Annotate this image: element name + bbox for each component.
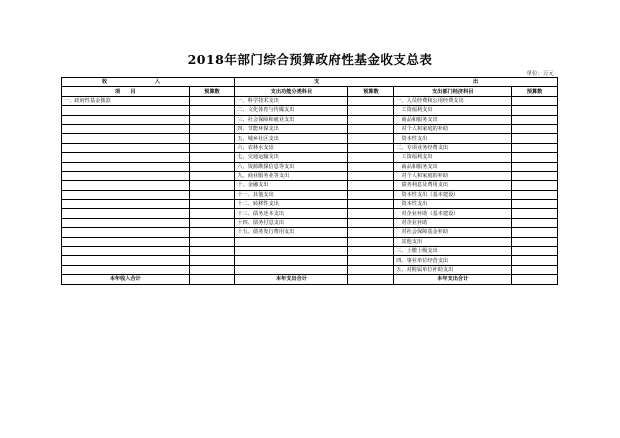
econ-subject-cell: 其他支出 [394,237,512,246]
econ-subject-cell: 资本性支出 [394,134,512,143]
func-amount-cell [348,106,394,115]
table-row [62,96,558,105]
econ-amount-cell [512,143,558,152]
func-amount-cell [348,228,394,237]
table-row [62,218,558,227]
table-row [62,190,558,199]
table-row [62,106,558,115]
econ-amount-cell [512,124,558,133]
func-subject-cell: 三、社会保障和就业支出 [235,115,348,124]
func-amount-cell [348,265,394,274]
page-title: 2018年部门综合预算政府性基金收支总表 [187,52,433,67]
income-item-cell [62,256,190,265]
income-amount-cell [189,124,235,133]
func-subject-cell: 十一、其他支出 [235,190,348,199]
income-amount-cell [189,181,235,190]
total-income-amount [189,275,235,284]
income-item-cell [62,115,190,124]
income-amount-cell [189,228,235,237]
table-row [62,228,558,237]
income-amount-cell [189,162,235,171]
func-amount-cell [348,162,394,171]
total-econ-amount [512,275,558,284]
func-amount-cell [348,124,394,133]
income-item-cell [62,134,190,143]
total-func-amount [348,275,394,284]
table-row [62,124,558,133]
income-amount-cell [189,190,235,199]
header-item: 项 目 [62,87,190,96]
income-amount-cell [189,256,235,265]
table-row [62,162,558,171]
income-amount-cell [189,115,235,124]
income-item-cell [62,106,190,115]
func-amount-cell [348,134,394,143]
econ-subject-cell: 对企业补助 [394,218,512,227]
econ-subject-cell: 资本性支出 [394,200,512,209]
econ-subject-cell: 二、专项业务经费支出 [394,143,512,152]
income-amount-cell [189,153,235,162]
econ-amount-cell [512,247,558,256]
func-subject-cell: 九、商业服务业等支出 [235,171,348,180]
econ-amount-cell [512,256,558,265]
income-item-cell [62,171,190,180]
income-amount-cell [189,143,235,152]
table-row [62,115,558,124]
income-item-cell [62,218,190,227]
econ-amount-cell [512,218,558,227]
func-amount-cell [348,218,394,227]
header-amount-func: 预算数 [348,87,394,96]
econ-amount-cell [512,171,558,180]
income-amount-cell [189,209,235,218]
table-row [62,143,558,152]
func-subject-cell [235,247,348,256]
econ-amount-cell [512,115,558,124]
table-row [62,256,558,265]
func-subject-cell [235,237,348,246]
total-econ-label: 本年支出合计 [394,275,512,284]
header-amount-income: 预算数 [189,87,235,96]
table-row [62,134,558,143]
table-row [62,153,558,162]
expense-group-char-1: 支 [314,79,320,86]
func-amount-cell [348,209,394,218]
func-subject-cell: 十二、转移性支出 [235,200,348,209]
table-row [62,237,558,246]
econ-amount-cell [512,265,558,274]
func-subject-cell: 八、资源勘探信息等支出 [235,162,348,171]
func-subject-cell [235,265,348,274]
econ-subject-cell: 四、事业单位经营支出 [394,256,512,265]
func-amount-cell [348,190,394,199]
func-subject-cell: 一、科学技术支出 [235,96,348,105]
econ-subject-cell: 工资福利支出 [394,153,512,162]
func-subject-cell: 十三、债务还本支出 [235,209,348,218]
func-amount-cell [348,96,394,105]
func-amount-cell [348,247,394,256]
econ-amount-cell [512,190,558,199]
econ-amount-cell [512,237,558,246]
group-header-row [62,78,558,87]
econ-subject-cell: 对个人和家庭的补助 [394,124,512,133]
unit-label: 单位：万元 [526,71,554,77]
func-amount-cell [348,237,394,246]
header-amount-econ: 预算数 [512,87,558,96]
header-econ-subject: 支出部门经济科目 [394,87,512,96]
totals-row [62,275,558,284]
income-amount-cell [189,218,235,227]
econ-subject-cell: 商品和服务支出 [394,162,512,171]
func-amount-cell [348,200,394,209]
table-row [62,209,558,218]
income-group-header [62,78,235,87]
econ-amount-cell [512,200,558,209]
table-row [62,247,558,256]
func-amount-cell [348,143,394,152]
func-subject-cell: 七、交通运输支出 [235,153,348,162]
econ-subject-cell: 工资福利支出 [394,106,512,115]
func-amount-cell [348,256,394,265]
total-func-label: 本年支出合计 [235,275,348,284]
income-amount-cell [189,171,235,180]
econ-amount-cell [512,181,558,190]
table-row [62,171,558,180]
total-income-label: 本年收入合计 [62,275,190,284]
income-amount-cell [189,237,235,246]
income-item-cell [62,237,190,246]
income-item-cell [62,190,190,199]
table-body [62,96,558,274]
header-func-subject: 支出功能分类科目 [235,87,348,96]
income-item-cell [62,143,190,152]
table-row [62,200,558,209]
func-amount-cell [348,153,394,162]
econ-subject-cell: 对个人和家庭的补助 [394,171,512,180]
income-amount-cell [189,265,235,274]
econ-subject-cell: 对企业补助（基本建设） [394,209,512,218]
table-row [62,265,558,274]
func-subject-cell: 五、城乡社区支出 [235,134,348,143]
income-item-cell [62,153,190,162]
econ-subject-cell: 资本性支出（基本建设） [394,190,512,199]
expense-group-header [235,78,558,87]
income-item-cell [62,181,190,190]
income-group-char-2: 入 [154,79,161,86]
column-header-row [62,87,558,96]
income-item-cell [62,209,190,218]
budget-table [61,77,558,285]
econ-amount-cell [512,106,558,115]
func-amount-cell [348,115,394,124]
expense-group-char-2: 出 [472,79,479,86]
func-amount-cell [348,171,394,180]
econ-amount-cell [512,162,558,171]
income-item-cell [62,228,190,237]
table-row [62,181,558,190]
econ-subject-cell: 三、上缴上级支出 [394,247,512,256]
func-subject-cell: 六、农林水支出 [235,143,348,152]
econ-amount-cell [512,153,558,162]
income-group-char-1: 收 [102,79,108,86]
income-item-cell: 一、政府性基金拨款 [62,96,190,105]
econ-amount-cell [512,134,558,143]
econ-amount-cell [512,96,558,105]
func-subject-cell [235,256,348,265]
income-amount-cell [189,200,235,209]
func-subject-cell: 四、节能环保支出 [235,124,348,133]
func-subject-cell: 二、文化体育与传媒支出 [235,106,348,115]
func-subject-cell: 十五、债务发行费用支出 [235,228,348,237]
econ-subject-cell: 债务利息及费用支出 [394,181,512,190]
income-amount-cell [189,106,235,115]
income-amount-cell [189,96,235,105]
income-item-cell [62,247,190,256]
income-amount-cell [189,247,235,256]
income-item-cell [62,124,190,133]
econ-subject-cell: 一、人员经费和公用经费支出 [394,96,512,105]
econ-subject-cell: 商品和服务支出 [394,115,512,124]
income-amount-cell [189,134,235,143]
econ-subject-cell: 五、对附属单位补助支出 [394,265,512,274]
econ-subject-cell: 对社会保障基金补助 [394,228,512,237]
econ-amount-cell [512,209,558,218]
func-amount-cell [348,181,394,190]
income-item-cell [62,200,190,209]
income-item-cell [62,162,190,171]
func-subject-cell: 十四、债务付息支出 [235,218,348,227]
econ-amount-cell [512,228,558,237]
income-item-cell [62,265,190,274]
func-subject-cell: 十、金融支出 [235,181,348,190]
